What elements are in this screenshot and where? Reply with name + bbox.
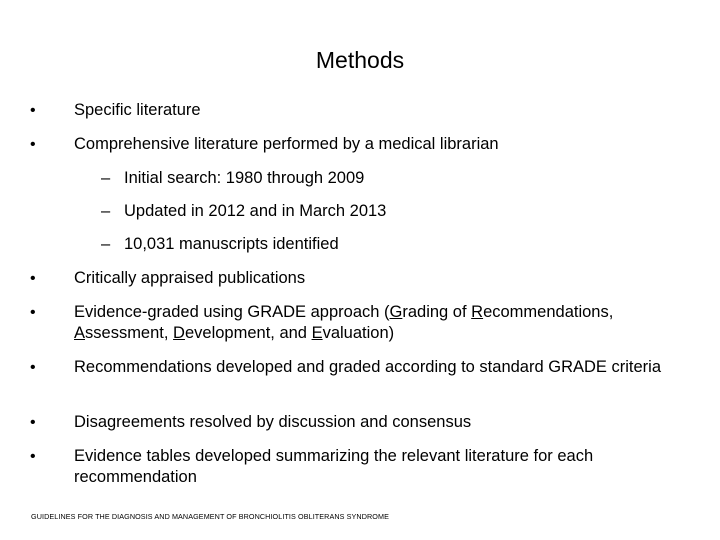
grade-letter-a: A	[74, 324, 86, 342]
bullet-text: Disagreements resolved by discussion and consensus	[74, 413, 472, 431]
dash-glyph: –	[101, 235, 111, 253]
grade-letter-d: D	[173, 324, 185, 342]
dash-glyph: –	[101, 202, 111, 220]
grade-rest-a: ssessment,	[85, 324, 174, 342]
grade-rest-d: evelopment, and	[184, 324, 312, 342]
dash-glyph: –	[101, 169, 111, 187]
sub-bullet-text: Updated in 2012 and in March 2013	[124, 202, 387, 220]
slide-footer: GUIDELINES FOR THE DIAGNOSIS AND MANAGEMENT OF BRONCHIOLITIS OBLITERANS SYNDROME	[31, 512, 389, 521]
bullet-glyph: •	[30, 304, 36, 321]
bullet-text: Evidence tables developed summarizing the relevant literature for each recommendation	[74, 447, 594, 486]
bullet-text-grade	[74, 302, 684, 344]
grade-rest-r: ecommendations,	[483, 303, 614, 321]
bullet-glyph: •	[30, 270, 36, 287]
bullet-text: Specific literature	[74, 101, 201, 119]
grade-rest-g: rading of	[402, 303, 472, 321]
grade-letter-g: G	[389, 303, 403, 321]
bullet-text: Comprehensive literature performed by a medical librarian	[74, 135, 499, 153]
bullet-glyph: •	[30, 414, 36, 431]
sub-bullet-text: Initial search: 1980 through 2009	[124, 169, 365, 187]
grade-rest-e: valuation)	[322, 324, 395, 342]
bullet-glyph: •	[30, 448, 36, 465]
bullet-glyph: •	[30, 102, 36, 119]
slide-title-text: Methods	[315, 47, 405, 73]
grade-letter-r: R	[471, 303, 484, 321]
bullet-text: Critically appraised publications	[74, 269, 306, 287]
bullet-text: Recommendations developed and graded according to standard GRADE criteria	[74, 358, 661, 376]
grade-prefix: Evidence-graded using GRADE approach (	[74, 303, 390, 321]
sub-bullet-text: 10,031 manuscripts identified	[124, 235, 339, 253]
bullet-glyph: •	[30, 359, 36, 376]
grade-letter-e: E	[311, 324, 323, 342]
bullet-glyph: •	[30, 136, 36, 153]
